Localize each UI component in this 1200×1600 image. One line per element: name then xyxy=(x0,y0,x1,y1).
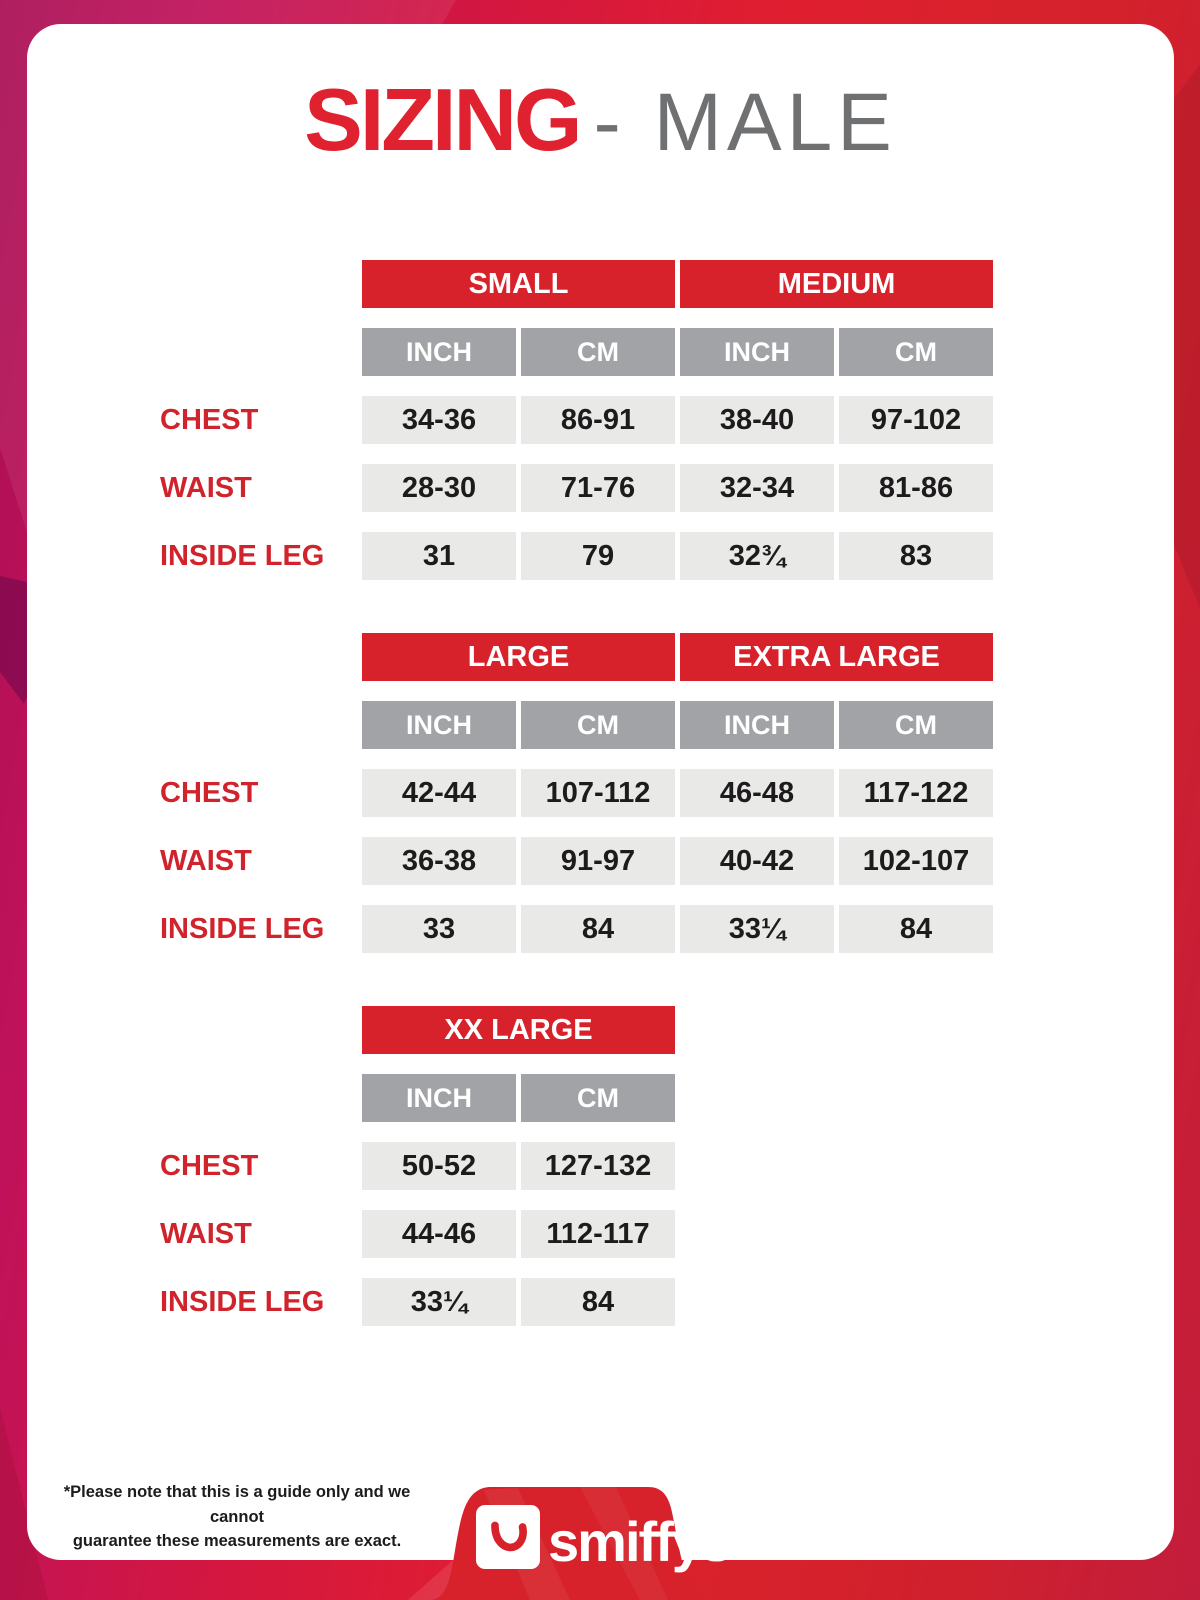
value-cell: 81-86 xyxy=(839,464,993,512)
row-label-waist: WAIST xyxy=(160,1217,252,1250)
title-word-sizing: SIZING xyxy=(304,70,580,169)
value-cell: 28-30 xyxy=(362,464,516,512)
value-cell: 71-76 xyxy=(521,464,675,512)
value-cell: 42-44 xyxy=(362,769,516,817)
value-cell: 40-42 xyxy=(680,837,834,885)
unit-header-cm-1: CM xyxy=(521,701,675,749)
title-word-male: - MALE xyxy=(593,77,897,168)
page-title xyxy=(27,70,1174,169)
value-cell: 84 xyxy=(839,905,993,953)
smiffys-smile-icon xyxy=(476,1505,540,1569)
size-header-extra-large: EXTRA LARGE xyxy=(680,633,993,681)
table-corner-spacer xyxy=(160,260,357,308)
footnote-line-1: *Please note that this is a guide only and we cannot xyxy=(63,1482,411,1526)
value-cell: 32-34 xyxy=(680,464,834,512)
row-label-waist: WAIST xyxy=(160,844,252,877)
table-corner-spacer xyxy=(160,701,357,749)
unit-header-cm-1: CM xyxy=(521,328,675,376)
value-cell: 127-132 xyxy=(521,1142,675,1190)
unit-header-inch-0: INCH xyxy=(362,701,516,749)
row-label-chest: CHEST xyxy=(160,403,259,436)
value-cell: 79 xyxy=(521,532,675,580)
footnote xyxy=(47,1480,427,1554)
unit-header-inch-2: INCH xyxy=(680,701,834,749)
value-cell: 31 xyxy=(362,532,516,580)
brand-wordmark: smiffys xyxy=(548,1510,731,1573)
unit-header-inch-0: INCH xyxy=(362,328,516,376)
size-header-xx-large: XX LARGE xyxy=(362,1006,675,1054)
unit-header-cm-3: CM xyxy=(839,701,993,749)
value-cell: 34-36 xyxy=(362,396,516,444)
row-label-inside-leg: INSIDE LEG xyxy=(160,1285,325,1318)
size-table-large-extra-large xyxy=(160,633,993,953)
value-cell: 32¾ xyxy=(680,532,834,580)
unit-header-inch-2: INCH xyxy=(680,328,834,376)
trademark-symbol: ™ xyxy=(732,1518,747,1534)
value-cell: 107-112 xyxy=(521,769,675,817)
footnote-line-2: guarantee these measurements are exact. xyxy=(72,1532,402,1551)
logo-row xyxy=(476,1504,747,1573)
value-cell: 112-117 xyxy=(521,1210,675,1258)
sizing-card xyxy=(27,24,1174,1573)
table-corner-spacer xyxy=(160,1074,357,1122)
value-cell: 83 xyxy=(839,532,993,580)
smiffys-logo xyxy=(430,1482,747,1600)
value-cell: 97-102 xyxy=(839,396,993,444)
value-cell: 33¼ xyxy=(362,1278,516,1326)
value-cell: 84 xyxy=(521,1278,675,1326)
value-cell: 117-122 xyxy=(839,769,993,817)
value-cell: 33¼ xyxy=(680,905,834,953)
value-cell: 33 xyxy=(362,905,516,953)
unit-header-cm-1: CM xyxy=(521,1074,675,1122)
value-cell: 50-52 xyxy=(362,1142,516,1190)
row-label-chest: CHEST xyxy=(160,776,259,809)
value-cell: 91-97 xyxy=(521,837,675,885)
row-label-inside-leg: INSIDE LEG xyxy=(160,539,325,572)
row-label-inside-leg: INSIDE LEG xyxy=(160,912,325,945)
value-cell: 46-48 xyxy=(680,769,834,817)
value-cell: 36-38 xyxy=(362,837,516,885)
size-tables xyxy=(160,260,993,1326)
row-label-chest: CHEST xyxy=(160,1149,259,1182)
value-cell: 102-107 xyxy=(839,837,993,885)
size-table-small-medium xyxy=(160,260,993,580)
table-corner-spacer xyxy=(160,633,357,681)
value-cell: 38-40 xyxy=(680,396,834,444)
size-table-xx-large xyxy=(160,1006,993,1326)
table-corner-spacer xyxy=(160,328,357,376)
table-corner-spacer xyxy=(160,1006,357,1054)
size-header-large: LARGE xyxy=(362,633,675,681)
unit-header-inch-0: INCH xyxy=(362,1074,516,1122)
value-cell: 44-46 xyxy=(362,1210,516,1258)
size-header-small: SMALL xyxy=(362,260,675,308)
row-label-waist: WAIST xyxy=(160,471,252,504)
size-header-medium: MEDIUM xyxy=(680,260,993,308)
value-cell: 86-91 xyxy=(521,396,675,444)
value-cell: 84 xyxy=(521,905,675,953)
unit-header-cm-3: CM xyxy=(839,328,993,376)
